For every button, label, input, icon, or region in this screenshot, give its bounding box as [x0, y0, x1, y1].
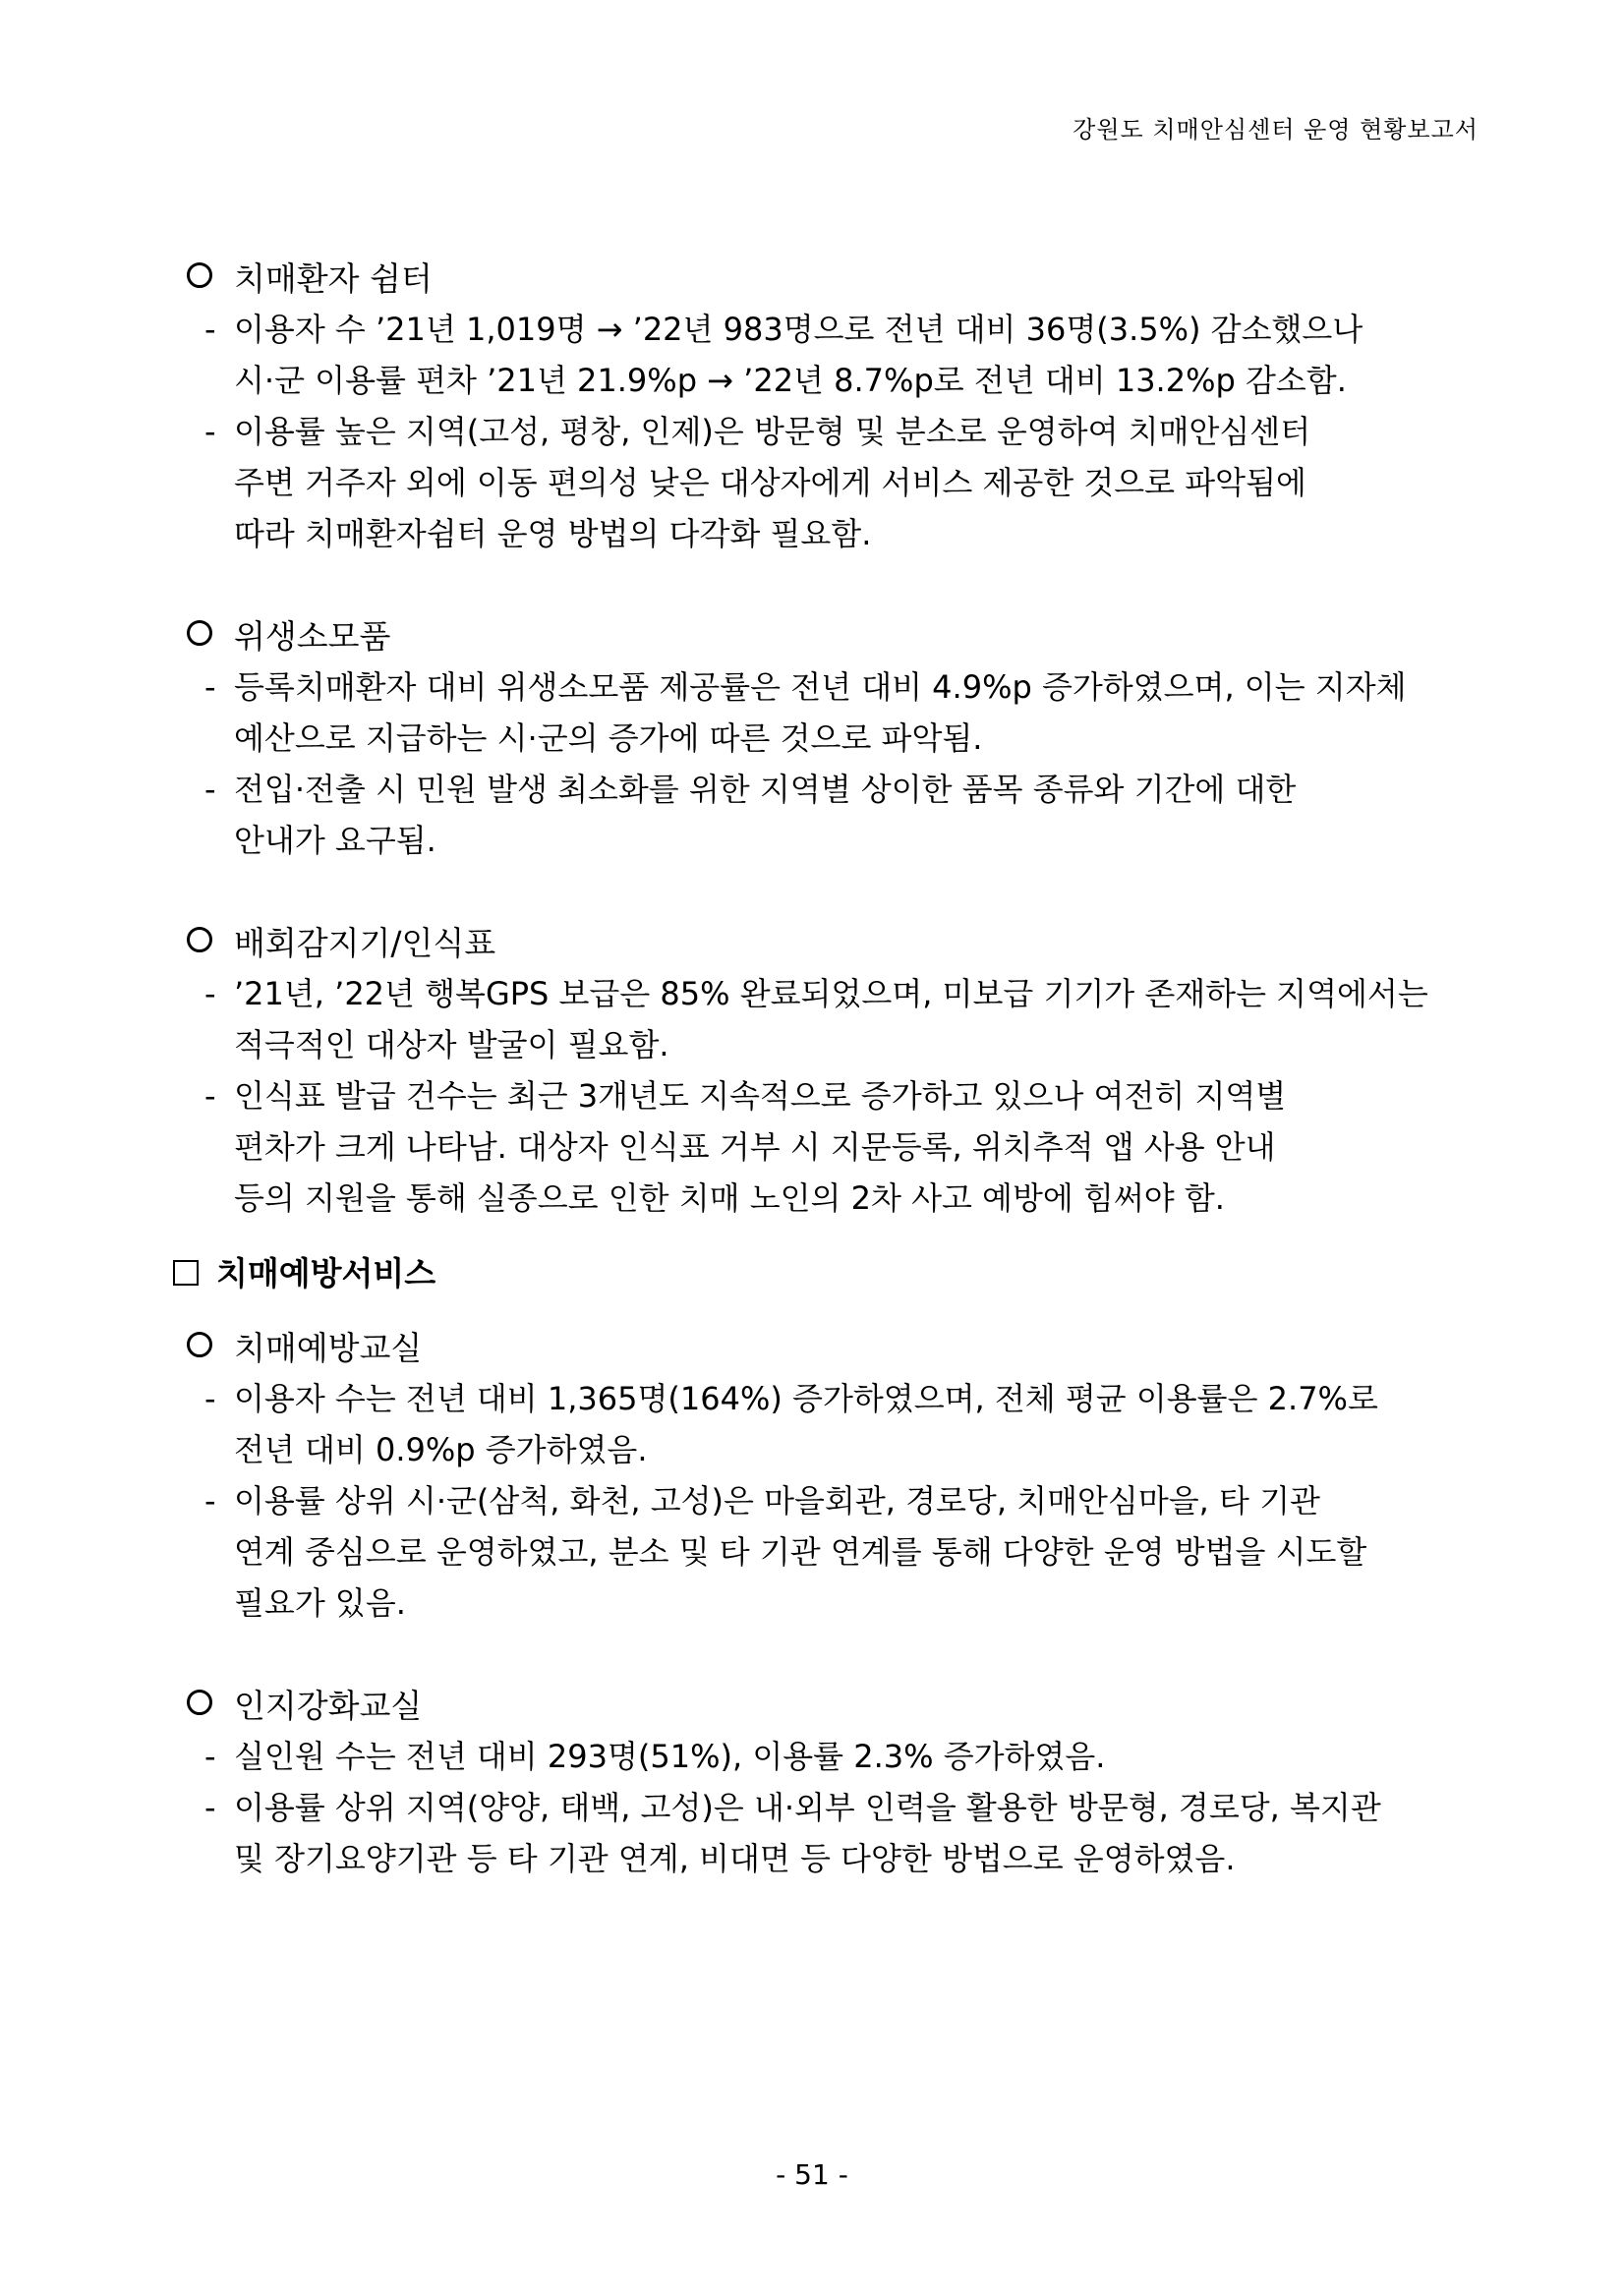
- bullet-line: - 이용률 상위 시·군(삼척, 화천, 고성)은 마을회관, 경로당, 치매안심마을, 타 기관: [204, 1482, 1320, 1520]
- bullet-line: - 이용자 수 ’21년 1,019명 → ’22년 983명으로 전년 대비 36명(3.5%) 감소했으나: [204, 311, 1363, 348]
- bullet-line: - 이용률 높은 지역(고성, 평창, 인제)은 방문형 및 분소로 운영하여 치매안심센터: [204, 413, 1311, 450]
- circle-bullet-icon: [187, 1690, 212, 1715]
- continuation-line: 및 장기요양기관 등 타 기관 연계, 비대면 등 다양한 방법으로 운영하였음.: [234, 1840, 1236, 1877]
- subsection-title-prevention: 치매예방교실: [187, 1323, 422, 1369]
- continuation-line: 연계 중심으로 운영하였고, 분소 및 타 기관 연계를 통해 다양한 운영 방법을 시도할: [234, 1533, 1367, 1571]
- subsection-title-hygiene: 위생소모품: [187, 611, 390, 658]
- square-bullet-icon: [173, 1260, 199, 1286]
- continuation-line: 전년 대비 0.9%p 증가하였음.: [234, 1431, 648, 1468]
- subsection-title-gps: 배회감지기/인식표: [187, 918, 495, 964]
- circle-bullet-icon: [187, 1332, 212, 1357]
- bullet-line: - 이용자 수는 전년 대비 1,365명(164%) 증가하였으며, 전체 평균 이용률은 2.7%로: [204, 1380, 1378, 1417]
- section-heading: 치매예방서비스: [173, 1248, 435, 1294]
- continuation-line: 따라 치매환자쉼터 운영 방법의 다각화 필요함.: [234, 515, 872, 552]
- bullet-line: - 실인원 수는 전년 대비 293명(51%), 이용률 2.3% 증가하였음.: [204, 1738, 1106, 1775]
- subsection-title-shelter: 치매환자 쉼터: [187, 254, 433, 300]
- continuation-line: 등의 지원을 통해 실종으로 인한 치매 노인의 2차 사고 예방에 힘써야 함.: [234, 1179, 1225, 1217]
- page-number: - 51 -: [776, 2158, 848, 2191]
- report-header: 강원도 치매안심센터 운영 현황보고서: [1073, 116, 1479, 144]
- bullet-line: - 전입·전출 시 민원 발생 최소화를 위한 지역별 상이한 품목 종류와 기간에 대한: [204, 771, 1297, 808]
- bullet-line: - 인식표 발급 건수는 최근 3개년도 지속적으로 증가하고 있으나 여전히 지역별: [204, 1077, 1287, 1115]
- continuation-line: 예산으로 지급하는 시·군의 증가에 따른 것으로 파악됨.: [234, 719, 983, 757]
- continuation-line: 시·군 이용률 편차 ’21년 21.9%p → ’22년 8.7%p로 전년 대비 13.2%p 감소함.: [234, 362, 1347, 399]
- bullet-line: - 이용률 상위 지역(양양, 태백, 고성)은 내·외부 인력을 활용한 방문형, 경로당, 복지관: [204, 1789, 1381, 1826]
- continuation-line: 안내가 요구됨.: [234, 822, 436, 859]
- circle-bullet-icon: [187, 620, 212, 646]
- continuation-line: 적극적인 대상자 발굴이 필요함.: [234, 1026, 669, 1063]
- continuation-line: 필요가 있음.: [234, 1584, 406, 1622]
- bullet-line: - 등록치매환자 대비 위생소모품 제공률은 전년 대비 4.9%p 증가하였으며, 이는 지자체: [204, 668, 1407, 706]
- subsection-title-cognitive: 인지강화교실: [187, 1681, 422, 1727]
- circle-bullet-icon: [187, 927, 212, 952]
- circle-bullet-icon: [187, 262, 212, 288]
- bullet-line: - ’21년, ’22년 행복GPS 보급은 85% 완료되었으며, 미보급 기기가 존재하는 지역에서는: [204, 975, 1428, 1012]
- continuation-line: 주변 거주자 외에 이동 편의성 낮은 대상자에게 서비스 제공한 것으로 파악됨에: [234, 464, 1306, 501]
- continuation-line: 편차가 크게 나타남. 대상자 인식표 거부 시 지문등록, 위치추적 앱 사용 안내: [234, 1128, 1276, 1166]
